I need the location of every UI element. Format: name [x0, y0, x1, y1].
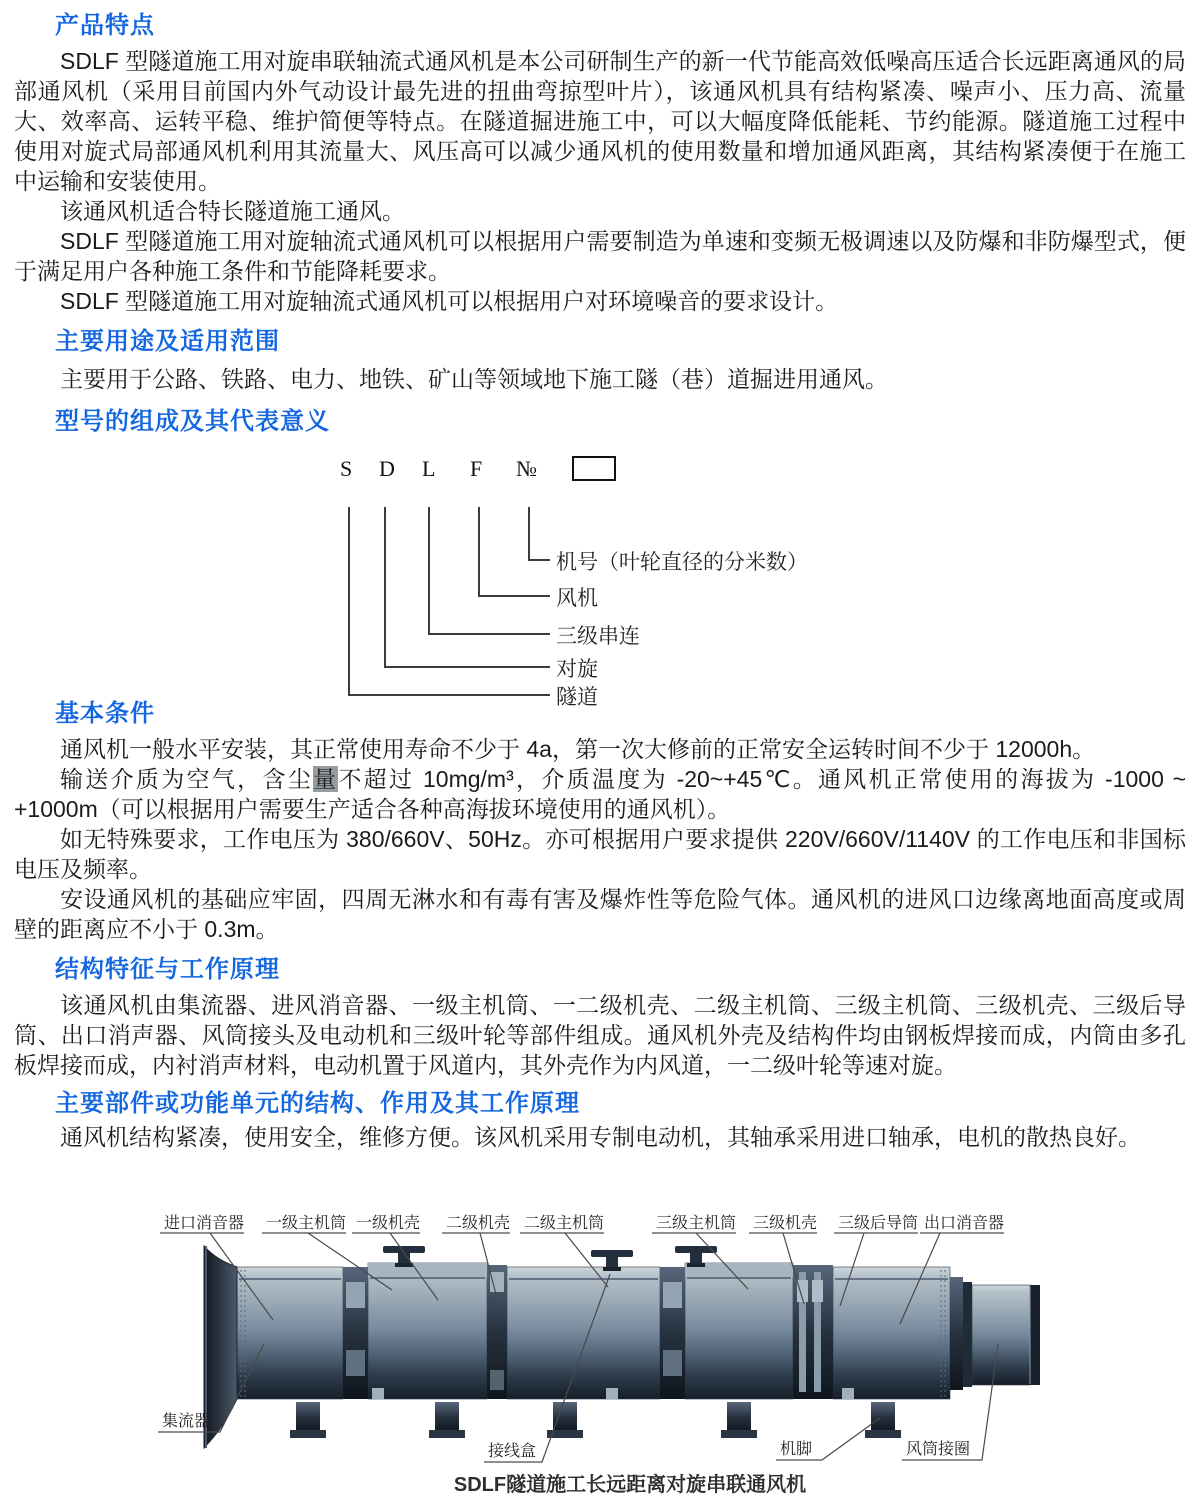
fan-diagram	[140, 1192, 1060, 1502]
label-stage2-main-barrel: 二级主机筒	[524, 1215, 605, 1232]
model-connector-s	[348, 507, 550, 696]
label-stage3-main-barrel: 三级主机筒	[656, 1215, 737, 1232]
basic-p2-post: 不超过 10mg/m³，介质温度为 -20~+45℃。通风机正常使用的海拔为 -1000 ~ +1000m（可以根据用户需要生产适合各种高海拔环境使用的通风机）。	[14, 766, 1187, 822]
label-outlet-silencer: 出口消音器	[924, 1215, 1005, 1232]
label-junction-box: 接线盒	[488, 1443, 537, 1460]
basic-paragraph-4: 安设通风机的基础应牢固，四周无淋水和有毒有害及爆炸性等危险气体。通风机的进风口边缘离地面高度或周壁的距离应不小于 0.3m。	[14, 886, 1186, 942]
usage-paragraph: 主要用于公路、铁路、电力、地铁、矿山等领域地下施工隧（巷）道掘进用通风。	[60, 366, 888, 392]
fan-figure	[0, 1192, 1200, 1502]
label-machine-foot: 机脚	[780, 1441, 813, 1458]
label-duct-ring: 风筒接圈	[906, 1441, 971, 1458]
features-paragraph-4: SDLF 型隧道施工用对旋轴流式通风机可以根据用户对环境噪音的要求设计。	[60, 288, 839, 314]
model-label-fan: 风机	[556, 587, 598, 610]
components-paragraph: 通风机结构紧凑，使用安全，维修方便。该风机采用专制电动机，其轴承采用进口轴承，电机的散热良好。	[60, 1124, 1141, 1150]
model-label-counter-rotating: 对旋	[556, 658, 598, 681]
label-stage2-casing: 二级机壳	[446, 1215, 511, 1232]
basic-paragraph-3: 如无特殊要求，工作电压为 380/660V、50Hz。亦可根据用户要求提供 220V/660V/1140V 的工作电压和非国标电压及频率。	[14, 826, 1186, 882]
heading-structure: 结构特征与工作原理	[55, 956, 280, 983]
label-stage1-main-barrel: 一级主机筒	[266, 1215, 347, 1232]
model-letter-no: №	[516, 456, 537, 481]
fan-feet	[290, 1402, 901, 1438]
heading-basic: 基本条件	[55, 700, 155, 727]
model-letter-f: F	[470, 456, 483, 481]
model-number-box	[572, 456, 616, 481]
model-label-number: 机号（叶轮直径的分米数）	[556, 551, 808, 574]
features-paragraph-2: 该通风机适合特长隧道施工通风。	[60, 198, 405, 224]
features-paragraph-3: SDLF 型隧道施工用对旋轴流式通风机可以根据用户需要制造为单速和变频无极调速以及防爆和非防爆型式，便于满足用户各种施工条件和节能降耗要求。	[14, 228, 1186, 284]
label-stage3-casing: 三级机壳	[753, 1215, 818, 1232]
label-stage1-casing: 一级机壳	[356, 1215, 421, 1232]
basic-paragraph-2	[14, 764, 1186, 824]
heading-features: 产品特点	[55, 12, 155, 39]
model-letter-d: D	[379, 456, 395, 481]
figure-caption: SDLF隧道施工长远距离对旋串联通风机	[453, 1474, 807, 1496]
basic-paragraph-1: 通风机一般水平安装，其正常使用寿命不少于 4a，第一次大修前的正常安全运转时间不少于 12000h。	[60, 736, 1096, 762]
structure-paragraph: 该通风机由集流器、进风消音器、一级主机筒、一二级机壳、二级主机筒、三级主机筒、三级机壳、三级后导筒、出口消声器、风筒接头及电动机和三级叶轮等部件组成。通风机外壳及结构件均由钢板焊接而成，内筒由多孔板焊接而成，内衬消声材料，电动机置于风道内，其外壳作为内风道，一二级叶轮等速对旋。	[14, 992, 1186, 1078]
label-stage3-rear-guide: 三级后导筒	[838, 1215, 919, 1232]
features-paragraph-1: SDLF 型隧道施工用对旋串联轴流式通风机是本公司研制生产的新一代节能高效低噪高压适合长远距离通风的局部通风机（采用目前国内外气动设计最先进的扭曲弯掠型叶片），该通风机具有结构紧凑、噪声小、压力高、流量大、效率高、运转平稳、维护简便等特点。在隧道掘进施工中，可以大幅度降低能耗、节约能源。隧道施工过程中使用对旋式局部通风机利用其流量大、风压高可以减少通风机的使用数量和增加通风距离，其结构紧凑便于在施工中运输和安装使用。	[14, 48, 1186, 194]
heading-components: 主要部件或功能单元的结构、作用及其工作原理	[55, 1090, 580, 1117]
model-label-tunnel: 隧道	[556, 686, 598, 709]
model-code-diagram	[0, 442, 1200, 709]
model-letter-l: L	[422, 456, 436, 481]
basic-p2-highlighted-char: 量	[313, 766, 339, 792]
label-inlet-silencer: 进口消音器	[164, 1215, 245, 1232]
basic-p2-pre: 输送介质为空气，含尘	[60, 766, 314, 792]
model-letter-s: S	[340, 456, 353, 481]
fan-outlet	[950, 1277, 1040, 1390]
heading-usage: 主要用途及适用范围	[55, 328, 280, 355]
model-label-three-stage: 三级串连	[556, 625, 640, 648]
heading-model: 型号的组成及其代表意义	[55, 408, 330, 435]
label-collector: 集流器	[162, 1413, 211, 1430]
